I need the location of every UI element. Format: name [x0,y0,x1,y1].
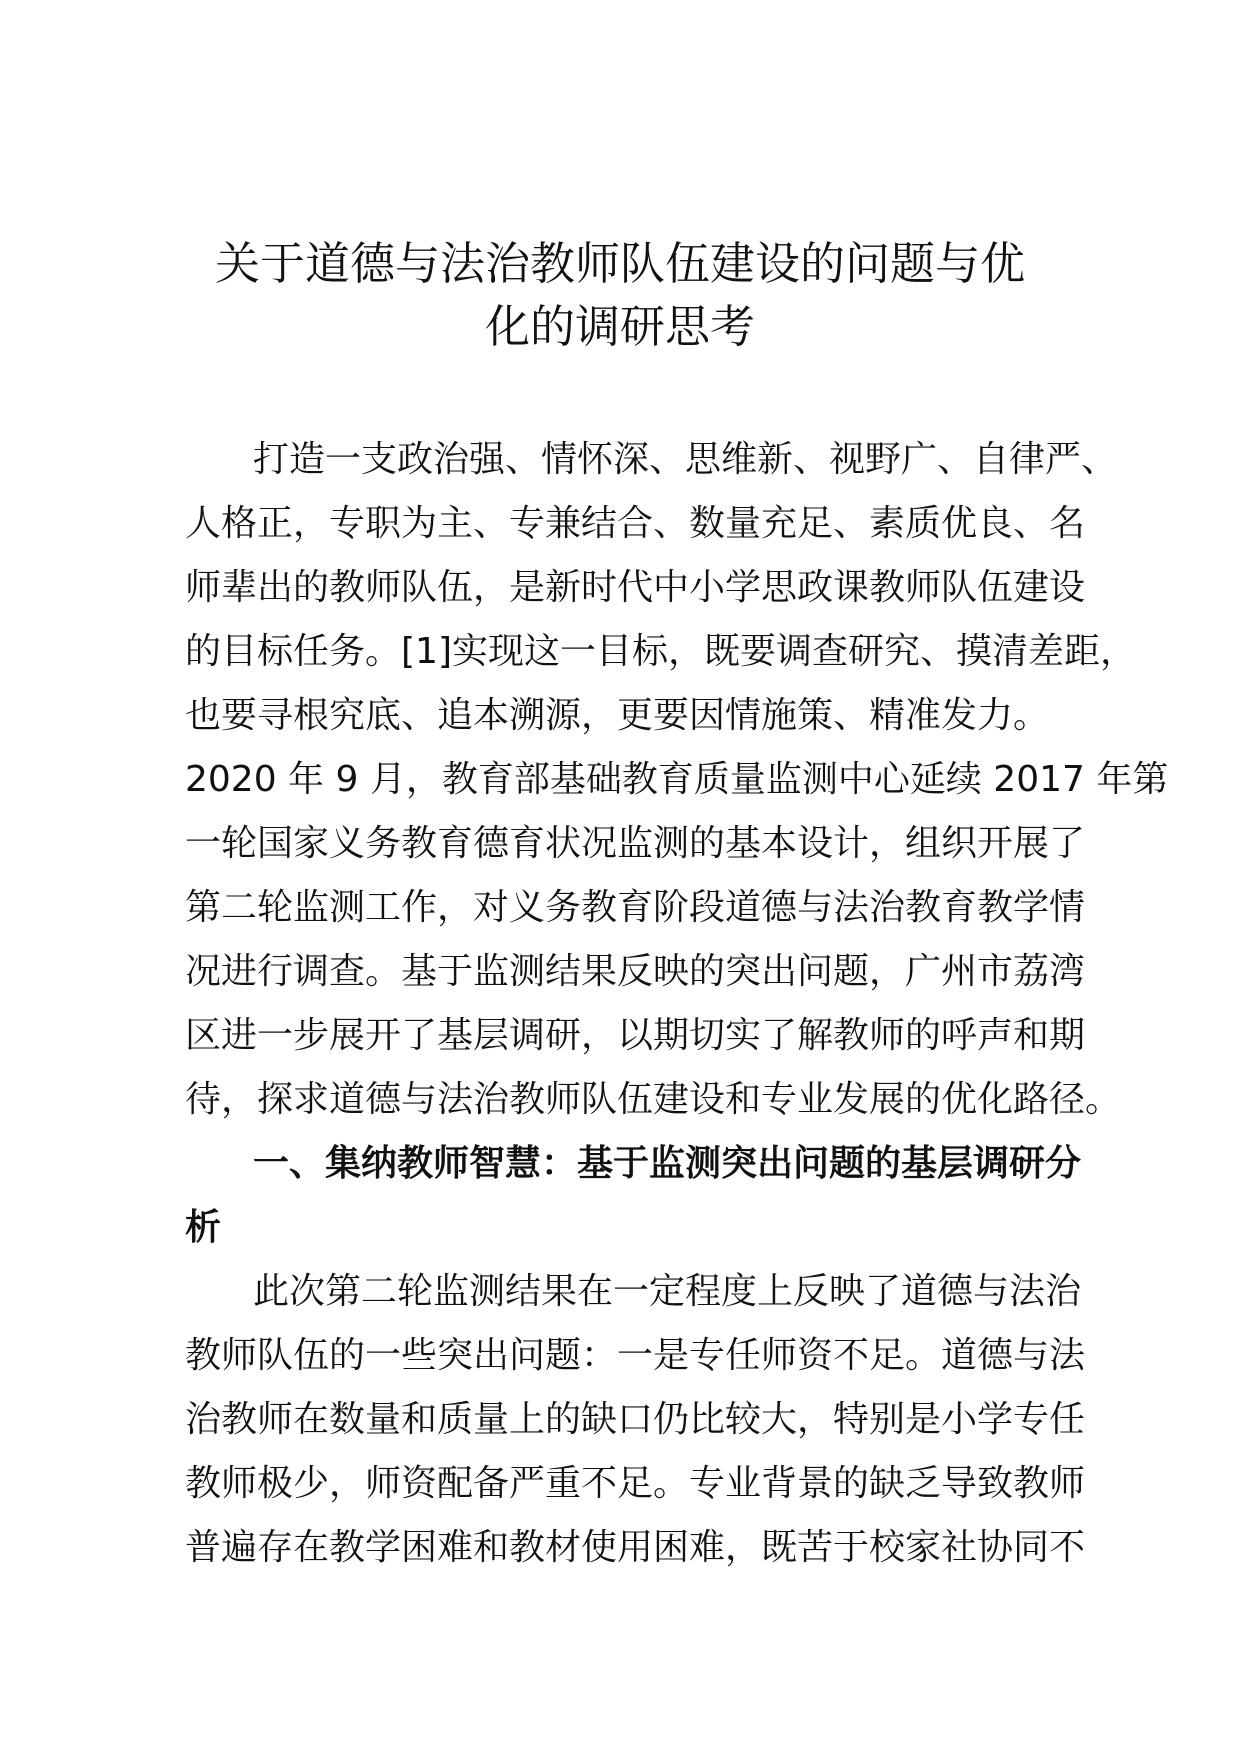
paragraph-1-line-2: 人格正，专职为主、专兼结合、数量充足、素质优良、名 [185,503,1086,544]
section-heading-line-1: 一、集纳教师智慧：基于监测突出问题的基层调研分 [253,1143,1082,1184]
paragraph-2-line-2: 教师队伍的一些突出问题：一是专任师资不足。道德与法 [185,1335,1086,1376]
paragraph-1-line-6: 2020 年 9 月，教育部基础教育质量监测中心延续 2017 年第 [185,759,1169,800]
paragraph-1-line-7: 一轮国家义务教育德育状况监测的基本设计，组织开展了 [185,823,1086,864]
paragraph-1-line-10: 区进一步展开了基层调研，以期切实了解教师的呼声和期 [185,1015,1086,1056]
title-line-1: 关于道德与法治教师队伍建设的问题与优 [214,237,1025,290]
paragraph-1-line-1: 打造一支政治强、情怀深、思维新、视野广、自律严、 [253,439,1118,480]
document-title [180,232,1060,358]
paragraph-1-line-8: 第二轮监测工作，对义务教育阶段道德与法治教育教学情 [185,887,1086,928]
paragraph-1-line-5: 也要寻根究底、追本溯源，更要因情施策、精准发力。 [185,695,1050,736]
paragraph-2-line-3: 治教师在数量和质量上的缺口仍比较大，特别是小学专任 [185,1399,1086,1440]
paragraph-1-line-9: 况进行调查。基于监测结果反映的突出问题，广州市荔湾 [185,951,1086,992]
paragraph-1-line-4: 的目标任务。[1]实现这一目标，既要调查研究、摸清差距， [185,631,1136,672]
title-line-2: 化的调研思考 [484,300,755,353]
paragraph-2-line-5: 普遍存在教学困难和教材使用困难，既苦于校家社协同不 [185,1527,1086,1568]
section-heading-line-2: 析 [185,1207,222,1248]
paragraph-2-line-4: 教师极少，师资配备严重不足。专业背景的缺乏导致教师 [185,1463,1086,1504]
paragraph-1-line-3: 师辈出的教师队伍，是新时代中小学思政课教师队伍建设 [185,567,1086,608]
paragraph-1-line-11: 待，探求道德与法治教师队伍建设和专业发展的优化路径。 [185,1079,1122,1120]
paragraph-2-line-1: 此次第二轮监测结果在一定程度上反映了道德与法治 [253,1271,1082,1312]
document-body [185,428,1169,1580]
